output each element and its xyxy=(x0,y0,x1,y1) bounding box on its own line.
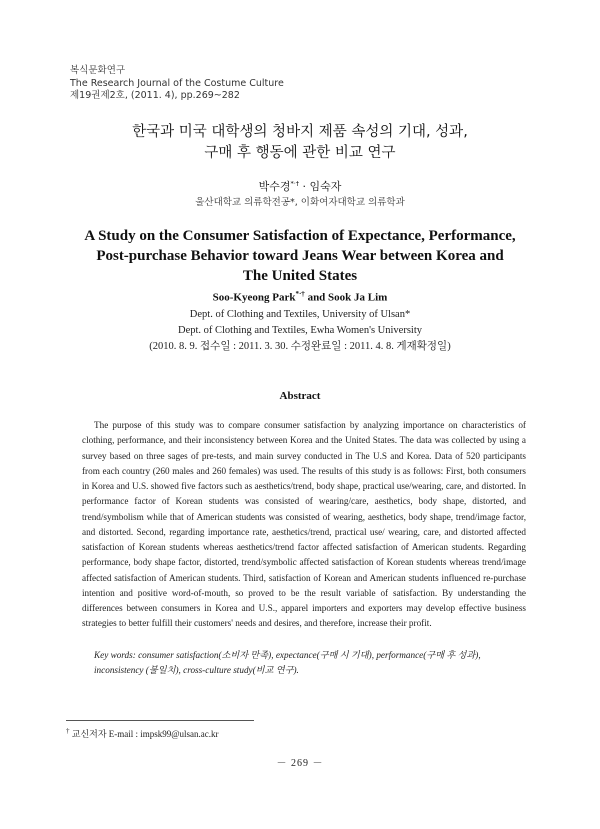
footnote xyxy=(66,727,219,740)
journal-header xyxy=(70,65,284,103)
footnote-text: 교신저자 E-mail : impsk99@ulsan.ac.kr xyxy=(69,729,219,739)
page-number: － 269 － xyxy=(276,758,324,769)
affiliation-line: Dept. of Clothing and Textiles, Ewha Women's University xyxy=(177,325,423,336)
footnote-divider xyxy=(66,720,254,721)
keywords xyxy=(94,648,528,678)
affiliation-line: Dept. of Clothing and Textiles, University of Ulsan* xyxy=(189,309,411,320)
english-author-first: Soo-Kyeong Park xyxy=(212,291,296,304)
korean-title-line: 한국과 미국 대학생의 청바지 제품 속성의 기대, 성과, xyxy=(132,124,468,140)
journal-name-ko: 복식문화연구 xyxy=(70,65,126,76)
korean-author-second: · 임숙자 xyxy=(299,180,342,193)
footnote-mark: † xyxy=(66,727,70,735)
keywords-label: Key words: xyxy=(94,650,136,660)
keywords-text: consumer satisfaction(소비자 만족), expectance(구매 시 기대), performance(구매 후 성과), inconsistency (불일치), cross-culture study(비교 연구). xyxy=(94,650,481,675)
english-title-line: The United States xyxy=(242,268,358,284)
korean-title xyxy=(0,122,600,164)
journal-name-en: The Research Journal of the Costume Culture xyxy=(70,77,284,89)
korean-authors xyxy=(0,178,600,194)
english-author-rest: and Sook Ja Lim xyxy=(304,291,388,304)
corresponding-mark: *·† xyxy=(295,290,305,298)
submission-dates: (2010. 8. 9. 접수일 : 2011. 3. 30. 수정완료일 : 2011. 4. 8. 게재확정일) xyxy=(149,341,451,352)
english-affiliations xyxy=(0,307,600,355)
corresponding-mark: *·† xyxy=(290,179,300,188)
english-title-line: A Study on the Consumer Satisfaction of Expectance, Performance, xyxy=(84,228,516,244)
korean-title-line: 구매 후 행동에 관한 비교 연구 xyxy=(204,145,396,161)
abstract-body: The purpose of this study was to compare consumer satisfaction by analyzing importance on characteristics of clothing, performance, and their inconsistency between Korea and the United States. The data was collected by using a survey based on three sages of pre-tests, and main survey conducted in The U.S and Korea. Data of 520 participants from each country (260 males and 260 females) was used. The results of this study is as follows: First, both consumers in Korea and U.S. showed five factors such as aesthetics/trend, body shape, practical use/wearing, care, and distorted. In performance factor of Korean students was consisted of wearing/care, aesthetics, body shape, distorted, and trend/symbolism while that of American students was consisted of wearing, aesthetics, body shape, trend/image factor, and distorted. Second, regarding importance rate, aesthetics/trend, practical use/ wearing, care, and distorted affected satisfaction of Korean students whereas aesthetics/trend factor affected satisfaction of American students. Regarding performance, body shape factor, distorted, trend/symbolic affected satisfaction of Korean students whereas trend/image affected satisfaction of American students. Third, satisfaction of Korean and American students influenced re-purchase intention and positive word-of-mouth, so proved to be the result variable of satisfaction. By understanding the differences between consumers in Korea and U.S., apparel importers and exporters may develop effective business strategies to better fulfill their customers' needs and desires, and therefore, increase their profit. xyxy=(82,420,526,629)
english-title xyxy=(40,226,560,286)
journal-issue: 제19권제2호, (2011. 4), pp.269~282 xyxy=(70,90,240,101)
korean-author-first: 박수경 xyxy=(258,180,291,193)
korean-affiliation: 울산대학교 의류학전공*, 이화여자대학교 의류학과 xyxy=(195,197,405,208)
english-title-line: Post-purchase Behavior toward Jeans Wear between Korea and xyxy=(96,248,504,264)
english-authors xyxy=(0,290,600,304)
abstract-heading: Abstract xyxy=(279,390,321,402)
